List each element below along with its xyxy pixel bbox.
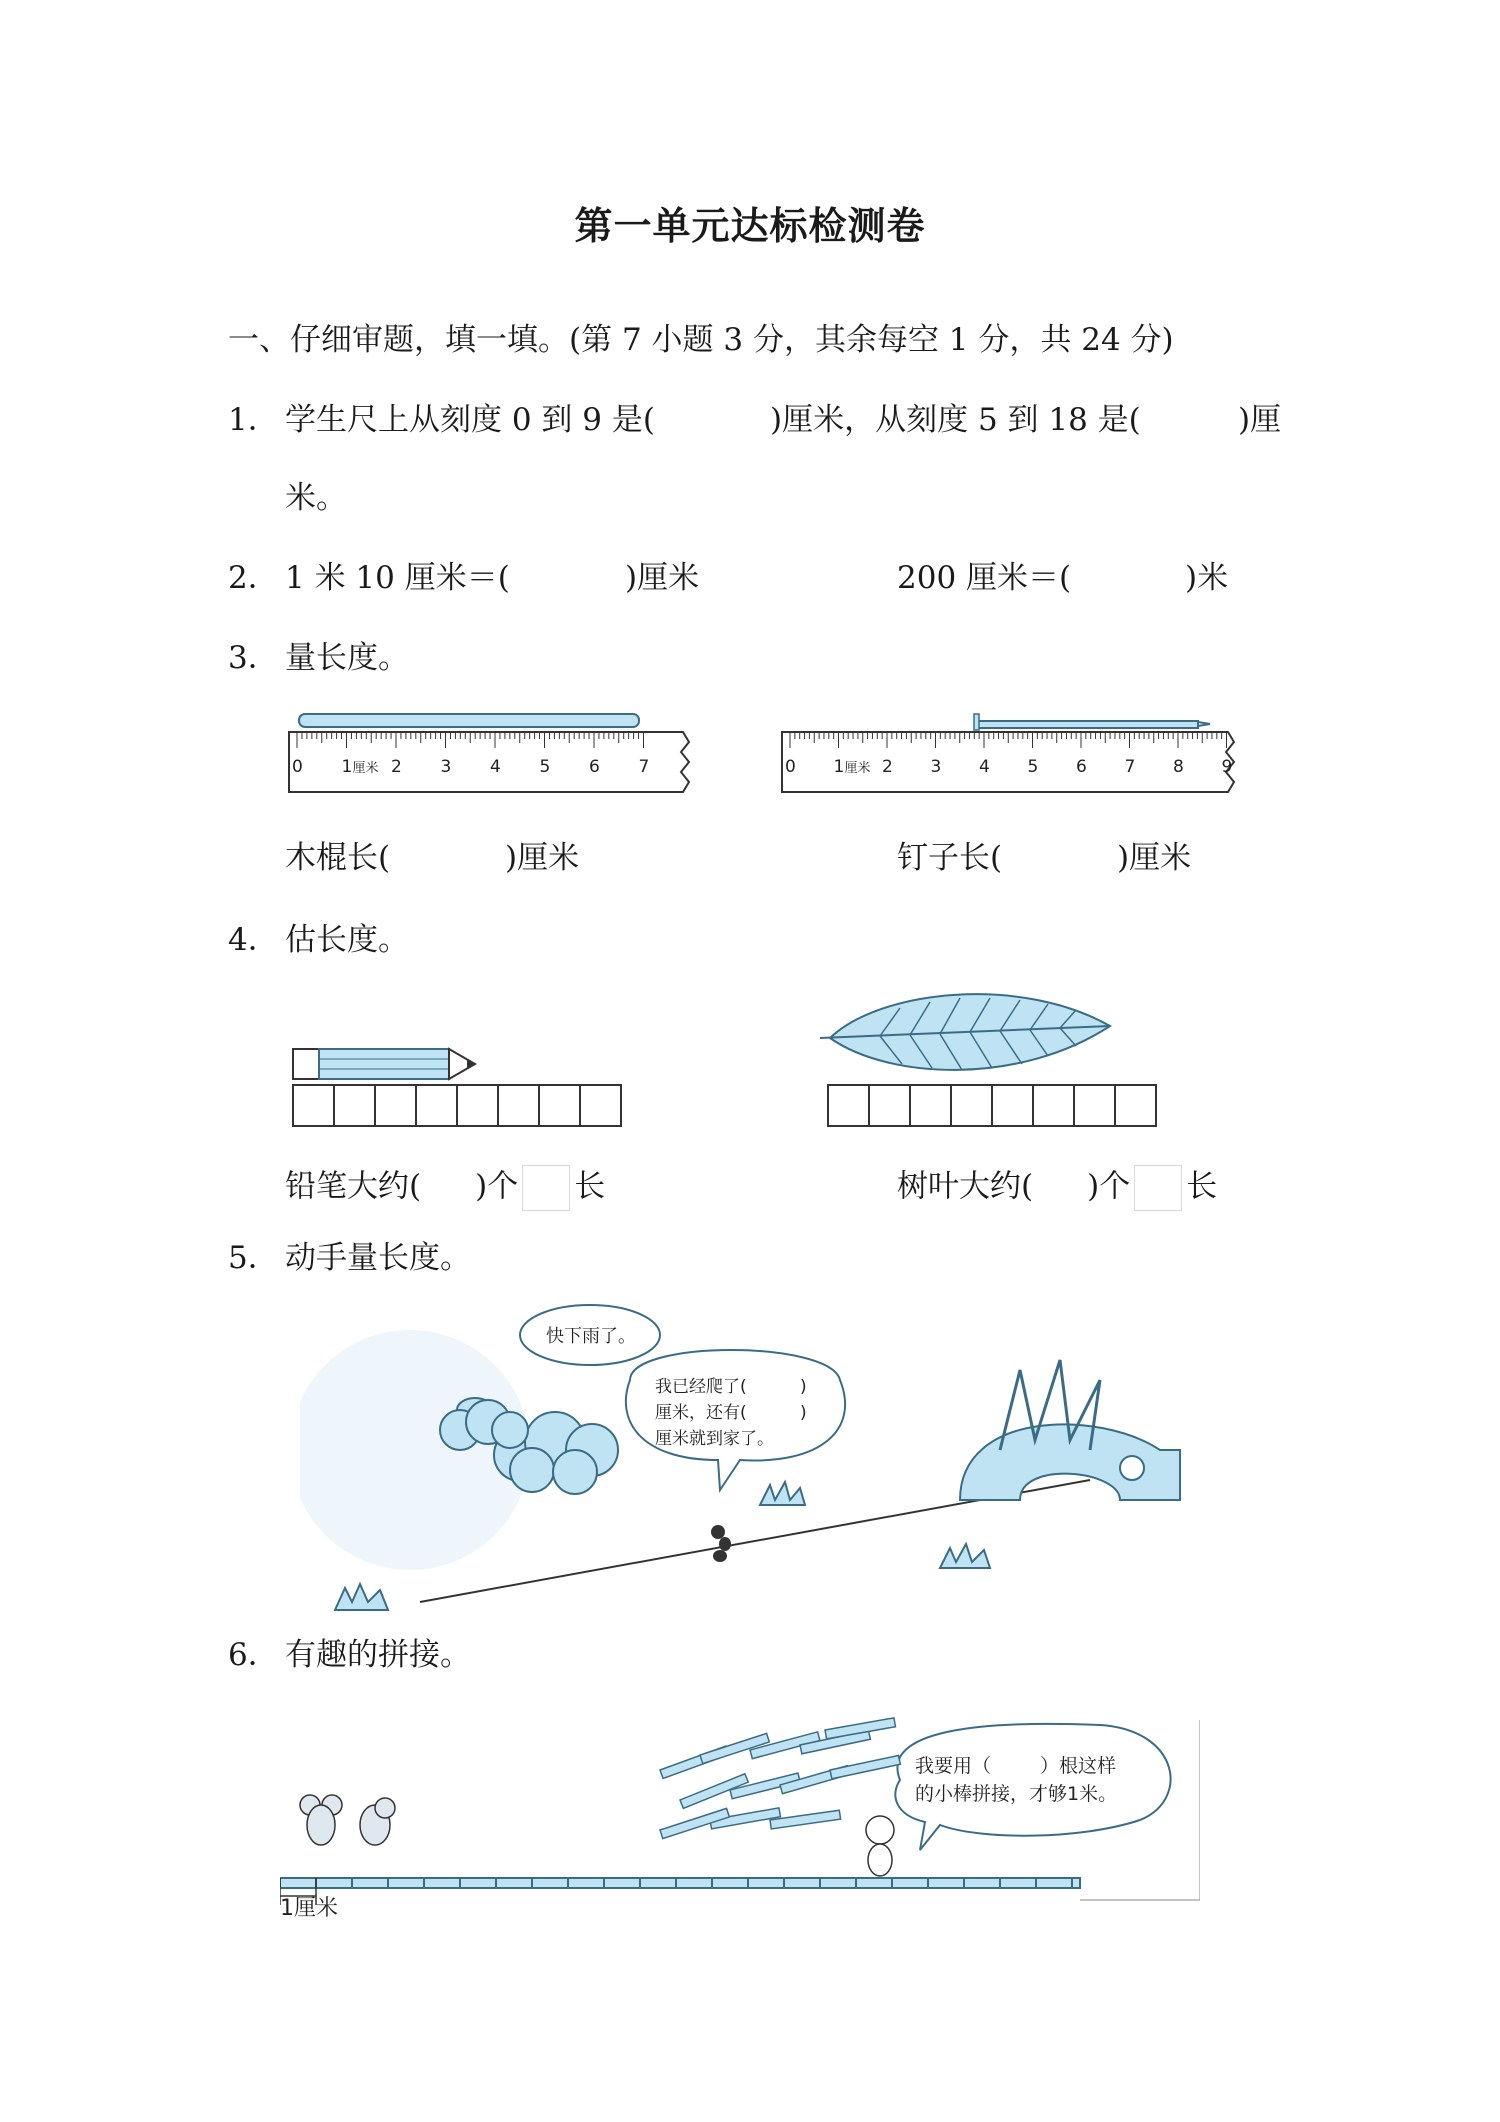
unit-box [375, 1085, 416, 1126]
ruler-tick-label: 7 [1124, 757, 1136, 777]
unit-square-icon [1134, 1165, 1182, 1211]
pencil-estimate-figure [285, 1045, 625, 1131]
ruler-tick-label: 5 [539, 757, 551, 777]
pencil-label-c: 长 [574, 1168, 606, 1205]
ruler-tick-label: 3 [440, 757, 452, 777]
q4-number: 4． [228, 922, 279, 958]
unit-box [951, 1085, 992, 1126]
q2-left-b: )厘米 [625, 560, 700, 596]
stick-length-label-a: 木棍长( [285, 840, 391, 876]
ruler-tick-label: 2 [391, 757, 402, 777]
unit-box [334, 1085, 375, 1126]
leaf-label-c: 长 [1186, 1168, 1218, 1205]
ant-bubble-line1-end: ) [800, 1377, 807, 1397]
q4-text: 估长度。 [285, 922, 409, 958]
small-stick [830, 1755, 900, 1778]
pencil [319, 1049, 449, 1079]
ruler-tick-label: 6 [589, 757, 600, 777]
unit-box [457, 1085, 498, 1126]
ruler-tick-label: 3 [930, 757, 942, 777]
ruler-tick-label: 2 [882, 757, 893, 777]
ant-bubble-line3: 厘米就到家了。 [655, 1429, 774, 1449]
joined-sticks-bar [280, 1878, 1080, 1888]
leaf-label-a: 树叶大约( [897, 1168, 1034, 1205]
nail-length-label-a: 钉子长( [897, 840, 1003, 876]
bubble-line1a: 我要用（ [915, 1755, 992, 1777]
stick-joining-figure [280, 1700, 1200, 1920]
bubble-line2: 的小棒拼接，才够1米。 [915, 1783, 1118, 1805]
q6-number: 6． [228, 1637, 279, 1673]
ruler-tick-label: 9 [1221, 757, 1233, 777]
unit-box [869, 1085, 910, 1126]
unit-box [1033, 1085, 1074, 1126]
ruler-with-nail [778, 712, 1238, 804]
unit-box [828, 1085, 869, 1126]
dog [866, 1816, 894, 1876]
q3-text: 量长度。 [285, 640, 409, 676]
unit-box [992, 1085, 1033, 1126]
leaf-label [897, 1165, 1217, 1211]
leaf-estimate-figure [820, 980, 1160, 1132]
pencil-label [285, 1165, 605, 1211]
wooden-stick [299, 714, 639, 727]
page-title: 第一单元达标检测卷 [574, 204, 926, 248]
bubble-line1b: ）根这样 [1040, 1755, 1117, 1777]
stick-length-label-b: )厘米 [505, 840, 580, 876]
q5-number: 5． [228, 1240, 279, 1276]
house-window [1120, 1456, 1144, 1480]
ruler-tick-label: 0 [292, 757, 303, 777]
ruler-unit-label: 厘米 [352, 761, 379, 776]
ruler-unit-label: 厘米 [844, 761, 871, 776]
unit-box [293, 1085, 334, 1126]
pencil-label-b: )个 [475, 1168, 519, 1205]
q1-text-c: )厘 [1238, 402, 1282, 438]
q2-left-a: 1 米 10 厘米＝( [285, 560, 510, 596]
ruler-tick-label: 5 [1027, 757, 1039, 777]
section-heading: 一、仔细审题，填一填。(第 7 小题 3 分，其余每空 1 分，共 24 分) [228, 322, 1174, 358]
ruler-tick-label: 4 [490, 757, 501, 777]
ruler-tick-label: 8 [1173, 757, 1184, 777]
stick-pile [660, 1718, 900, 1839]
ant-measure-figure [300, 1300, 1200, 1620]
ant [711, 1525, 731, 1562]
unit-box [580, 1085, 621, 1126]
q1-text-b: )厘米，从刻度 5 到 18 是( [770, 402, 1141, 438]
leaf-label-b: )个 [1087, 1168, 1131, 1205]
unit-box [498, 1085, 539, 1126]
ruler-tick-label: 0 [785, 757, 796, 777]
q1-number: 1． [228, 402, 279, 438]
ruler-tick-label: 1 [341, 757, 353, 777]
q2-number: 2． [228, 560, 279, 596]
unit-square-icon [522, 1165, 570, 1211]
q6-text: 有趣的拼接。 [285, 1637, 471, 1673]
q2-right-a: 200 厘米＝( [897, 560, 1072, 596]
q2-right-b: )米 [1185, 560, 1229, 596]
unit-box [1115, 1085, 1156, 1126]
q1-text-a: 学生尺上从刻度 0 到 9 是( [285, 402, 655, 438]
ruler-tick-label: 6 [1076, 757, 1087, 777]
bird-bubble-text: 快下雨了。 [546, 1326, 636, 1347]
unit-box [1074, 1085, 1115, 1126]
nail-length-label-b: )厘米 [1117, 840, 1192, 876]
ruler-tick-label: 1 [833, 757, 845, 777]
q5-text: 动手量长度。 [285, 1240, 471, 1276]
ant-bubble-line2-end: ) [800, 1403, 807, 1423]
unit-box [910, 1085, 951, 1126]
ant-bubble-line2: 厘米，还有( [655, 1403, 747, 1423]
ruler-tick-label: 4 [979, 757, 990, 777]
q3-number: 3． [228, 640, 279, 676]
q1-text-d: 米。 [285, 480, 347, 516]
ruler-with-stick [285, 712, 705, 804]
unit-label: 1厘米 [280, 1896, 338, 1920]
ruler-tick-label: 7 [638, 757, 650, 777]
unit-box [416, 1085, 457, 1126]
pencil-label-a: 铅笔大约( [285, 1168, 422, 1205]
ant-bubble-line1: 我已经爬了( [655, 1377, 747, 1397]
unit-box [539, 1085, 580, 1126]
